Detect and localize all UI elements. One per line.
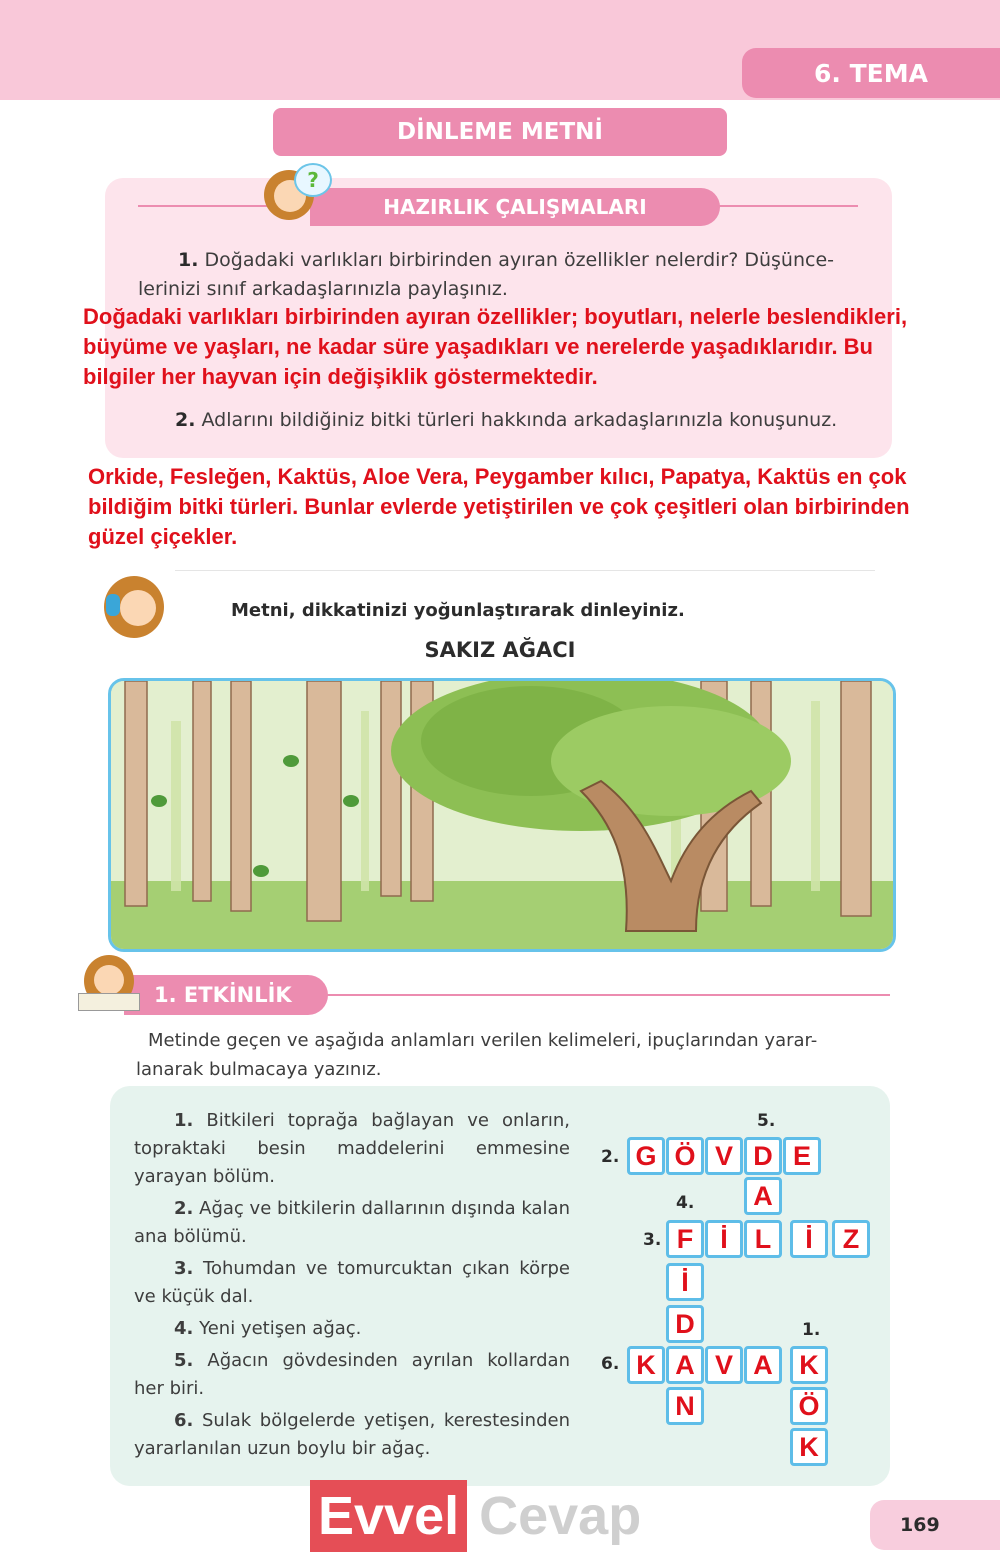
crossword-cell[interactable]: F	[666, 1220, 704, 1258]
question-1-line-1: Doğadaki varlıkları birbirinden ayıran özellikler nelerdir? Düşünce-	[204, 249, 834, 271]
answer-1-line-2: büyüme ve yaşları, ne kadar süre yaşadıkları ve nerelerde yaşadıklarıdır. Bu	[83, 334, 873, 359]
puzzle-number-5: 5.	[757, 1111, 776, 1131]
crossword-cell[interactable]: K	[790, 1428, 828, 1466]
question-1	[138, 246, 860, 304]
activity-intro-line-2: lanarak bulmacaya yazınız.	[136, 1059, 382, 1080]
answer-1-line-3: bilgiler her hayvan için değişiklik göstermektedir.	[83, 364, 598, 389]
preparation-title: HAZIRLIK ÇALIŞMALARI	[310, 188, 720, 226]
answer-1	[83, 302, 993, 392]
puzzle-number-4: 4.	[676, 1193, 695, 1213]
puzzle-number-6: 6.	[601, 1354, 620, 1374]
answer-2	[88, 462, 993, 552]
crossword-cell[interactable]: D	[744, 1137, 782, 1175]
crossword-cell[interactable]: Z	[832, 1220, 870, 1258]
clue-1: 1. Bitkileri toprağa bağlayan ve onların, topraktaki besin maddelerini emmesine yarayan bölüm.	[134, 1110, 570, 1187]
crossword-cell[interactable]: K	[627, 1346, 665, 1384]
brand-left: Evvel	[310, 1480, 467, 1552]
section-divider	[175, 570, 875, 571]
answer-1-line-1: Doğadaki varlıkları birbirinden ayıran özellikler; boyutları, nelerle beslendikleri,	[83, 304, 908, 329]
puzzle-number-3: 3.	[643, 1230, 662, 1250]
activity-intro-line-1: Metinde geçen ve aşağıda anlamları verilen kelimeleri, ipuçlarından yarar-	[148, 1030, 818, 1051]
crossword-cell[interactable]: İ	[790, 1220, 828, 1258]
section-title: DİNLEME METNİ	[273, 108, 727, 156]
crossword-cell[interactable]: Ö	[666, 1137, 704, 1175]
crossword-cell[interactable]: Ö	[790, 1387, 828, 1425]
crossword-cell[interactable]: İ	[666, 1263, 704, 1301]
listening-instruction: Metni, dikkatinizi yoğunlaştırarak dinleyiniz.	[231, 600, 685, 621]
crossword-cell[interactable]: L	[744, 1220, 782, 1258]
crossword-cell[interactable]: V	[705, 1137, 743, 1175]
puzzle-number-2: 2.	[601, 1147, 620, 1167]
clue-4: 4. Yeni yetişen ağaç.	[174, 1318, 362, 1339]
question-2-number: 2.	[175, 409, 196, 431]
story-title: SAKIZ AĞACI	[424, 638, 576, 662]
answer-2-line-3: güzel çiçekler.	[88, 524, 238, 549]
crossword-cell[interactable]: V	[705, 1346, 743, 1384]
activity-title: 1. ETKİNLİK	[124, 975, 328, 1015]
puzzle-number-1: 1.	[802, 1320, 821, 1340]
answer-2-line-1: Orkide, Fesleğen, Kaktüs, Aloe Vera, Peygamber kılıcı, Papatya, Kaktüs en çok	[88, 464, 907, 489]
crossword-cell[interactable]: E	[783, 1137, 821, 1175]
brand-right: Cevap	[479, 1486, 642, 1546]
question-2	[175, 406, 875, 435]
reading-girl-icon	[76, 955, 142, 1015]
clue-list	[134, 1107, 570, 1467]
crossword-cell[interactable]: A	[744, 1346, 782, 1384]
forest-illustration	[108, 678, 896, 952]
question-bubble-icon: ?	[294, 163, 332, 197]
clue-2: 2. Ağaç ve bitkilerin dallarının dışında kalan ana bölümü.	[134, 1198, 570, 1247]
crossword-cell[interactable]: K	[790, 1346, 828, 1384]
brand-watermark	[310, 1480, 653, 1552]
activity-intro	[136, 1026, 888, 1084]
theme-tab: 6. TEMA	[742, 48, 1000, 98]
crossword-cell[interactable]: D	[666, 1305, 704, 1343]
clue-3: 3. Tohumdan ve tomurcuktan çıkan körpe ve küçük dal.	[134, 1258, 570, 1307]
clue-5: 5. Ağacın gövdesinden ayrılan kollardan her biri.	[134, 1350, 570, 1399]
crossword-cell[interactable]: İ	[705, 1220, 743, 1258]
listening-girl-icon	[100, 576, 172, 642]
page-number: 169	[870, 1500, 1000, 1550]
crossword-cell[interactable]: A	[666, 1346, 704, 1384]
question-1-line-2: lerinizi sınıf arkadaşlarınızla paylaşınız.	[138, 278, 508, 300]
crossword-cell[interactable]: A	[744, 1177, 782, 1215]
question-1-number: 1.	[178, 249, 199, 271]
crossword-cell[interactable]: N	[666, 1387, 704, 1425]
crossword-cell[interactable]: G	[627, 1137, 665, 1175]
question-2-text: Adlarını bildiğiniz bitki türleri hakkında arkadaşlarınızla konuşunuz.	[201, 409, 838, 431]
clue-6: 6. Sulak bölgelerde yetişen, kerestesinden yararlanılan uzun boylu bir ağaç.	[134, 1410, 570, 1459]
forest-trees-image	[111, 681, 893, 949]
answer-2-line-2: bildiğim bitki türleri. Bunlar evlerde yetiştirilen ve çok çeşitleri olan birbirinden	[88, 494, 910, 519]
